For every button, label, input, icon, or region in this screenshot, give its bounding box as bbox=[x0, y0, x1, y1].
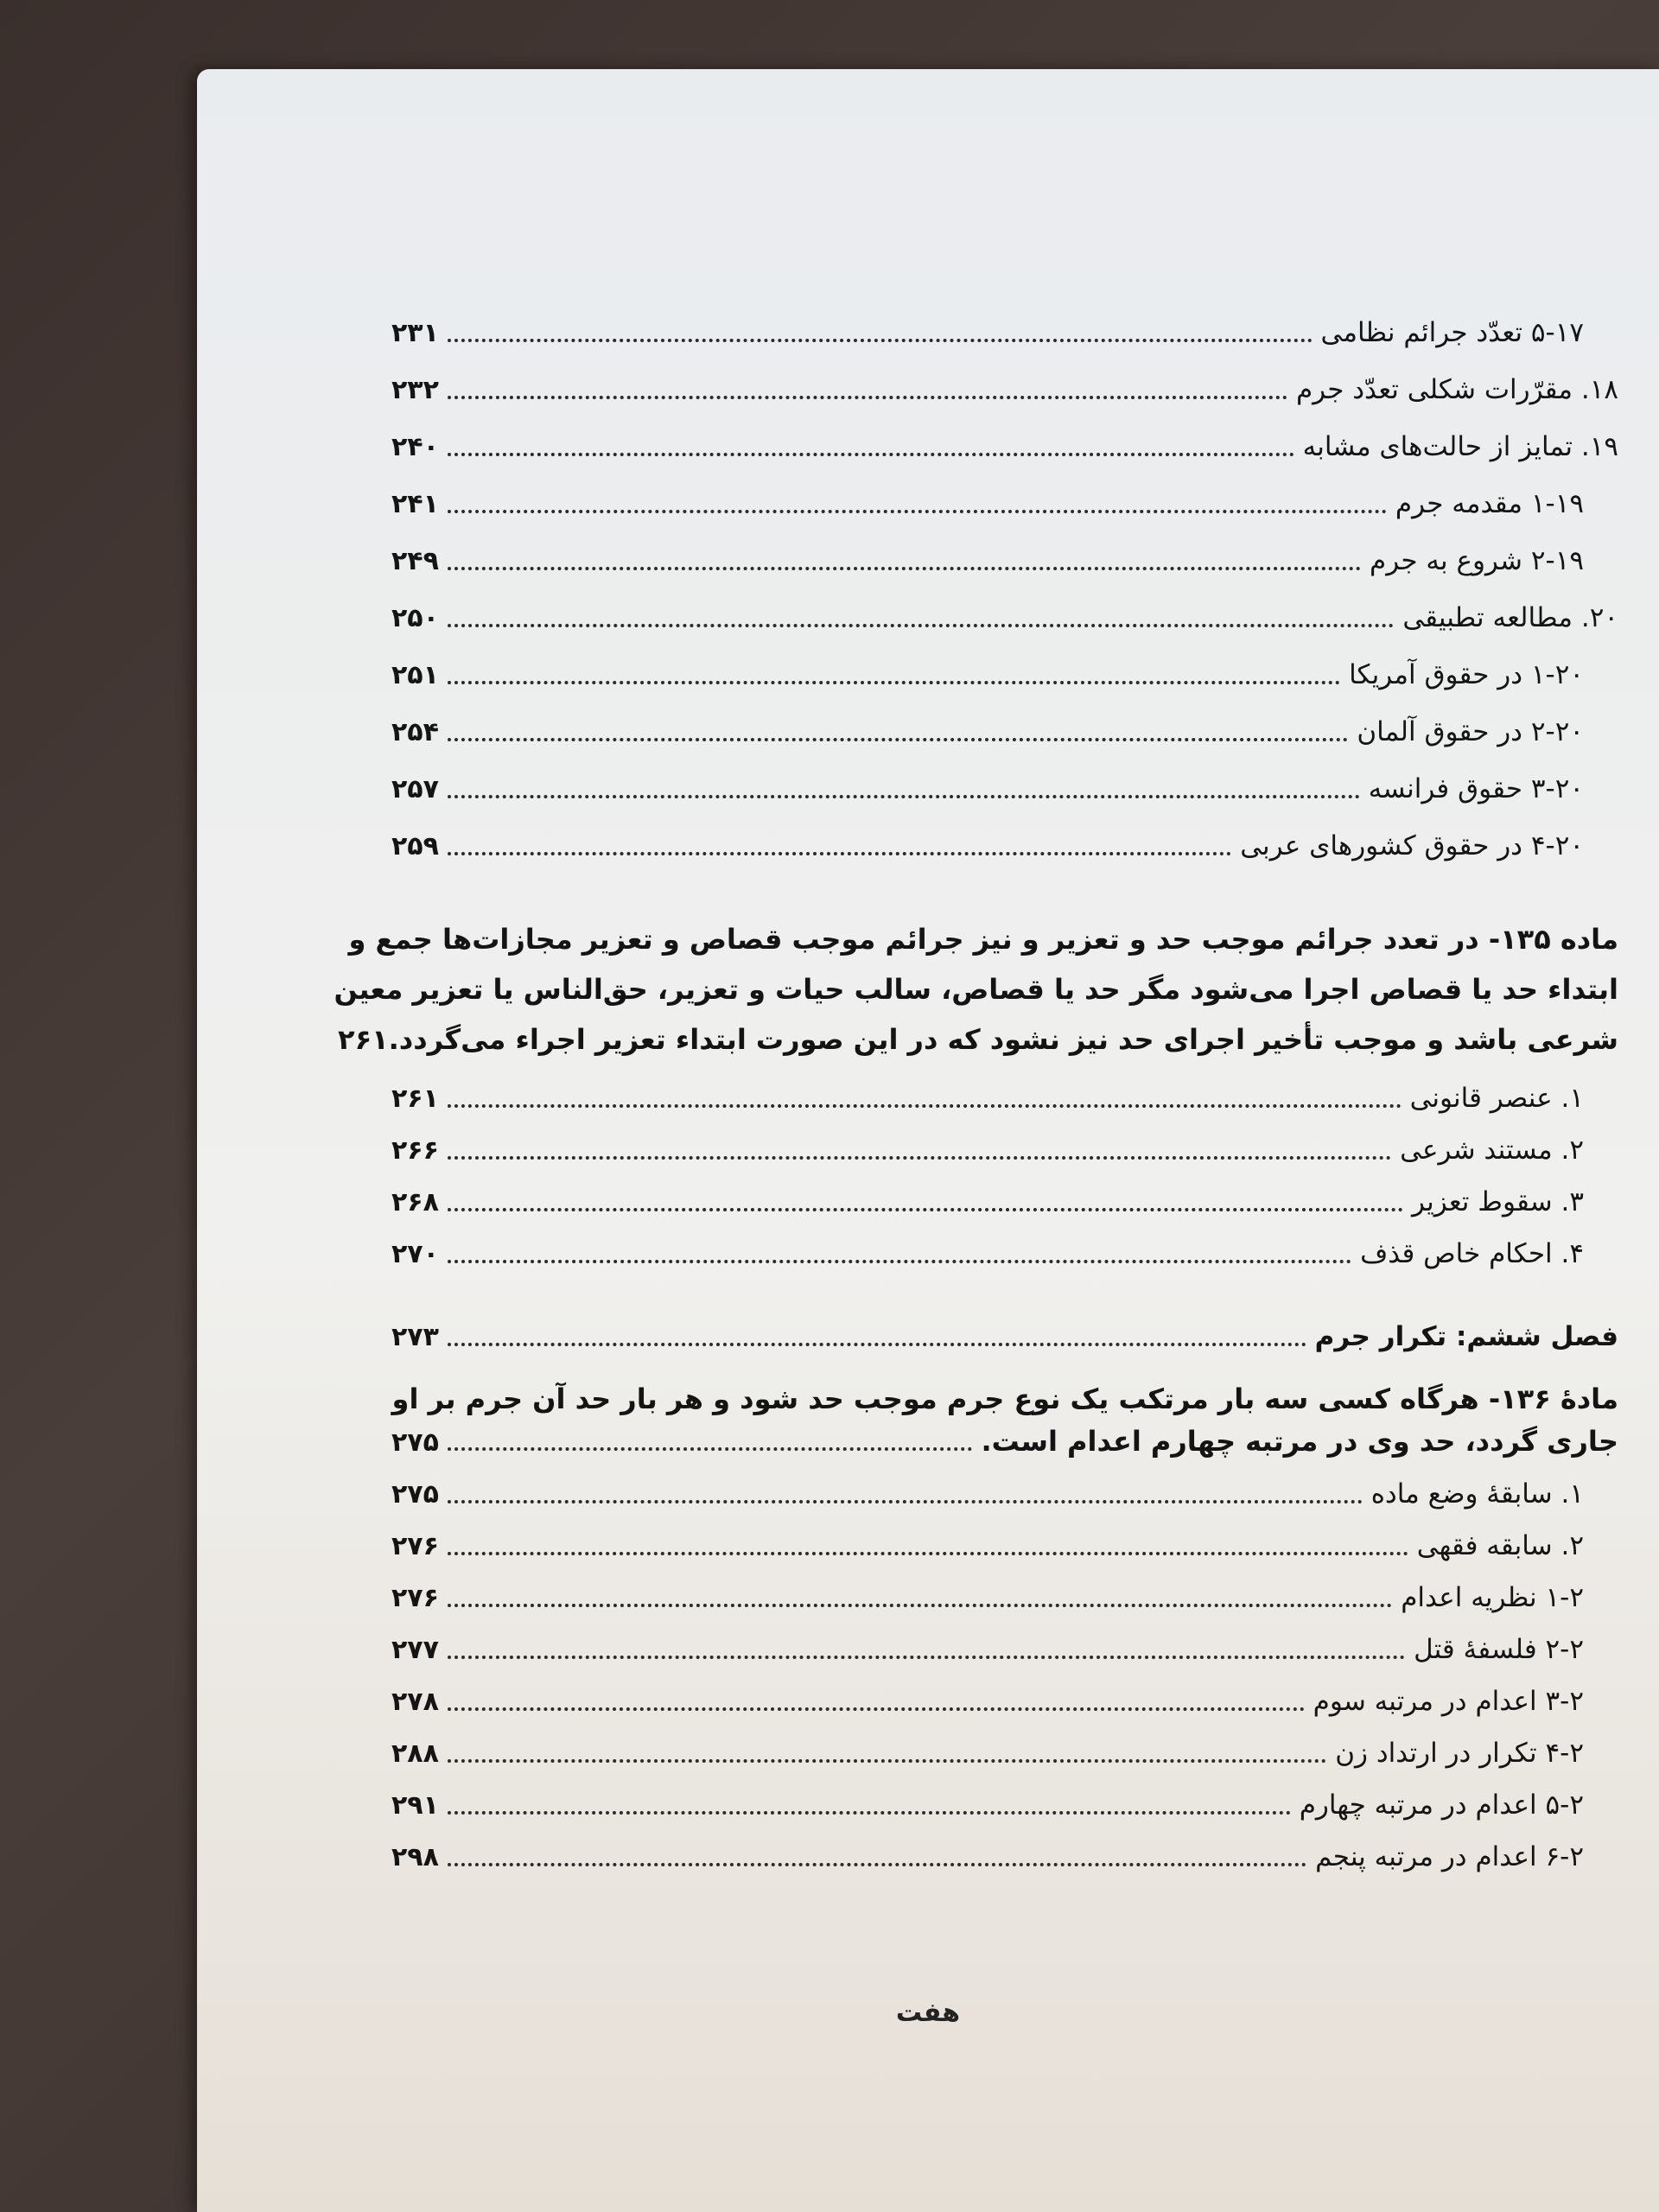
toc-entry-title: ۶-۲ اعدام در مرتبه پنجم bbox=[1315, 1841, 1584, 1872]
toc-entry-title: ۲-۲۰ در حقوق آلمان bbox=[1357, 716, 1584, 747]
toc-entry-title: ۲-۲ فلسفۀ قتل bbox=[1414, 1634, 1584, 1665]
toc-leader-dots bbox=[448, 1707, 1305, 1711]
toc-entry-title: ۱. سابقۀ وضع ماده bbox=[1370, 1478, 1584, 1510]
toc-leader-dots bbox=[448, 1759, 1326, 1763]
toc-leader-dots bbox=[448, 1500, 1363, 1503]
toc-entry-page: ۲۷۶ bbox=[391, 1531, 439, 1562]
toc-leader-dots bbox=[448, 624, 1394, 627]
toc-leader-dots bbox=[448, 1863, 1306, 1866]
toc-entry bbox=[391, 544, 1584, 578]
toc-entry bbox=[391, 1789, 1584, 1822]
toc-entry bbox=[391, 1478, 1584, 1511]
toc-leader-dots bbox=[448, 1343, 1306, 1346]
toc-entry bbox=[391, 772, 1584, 806]
toc-entry-page: ۲۵۴ bbox=[391, 717, 439, 748]
toc-entry-title: ۵-۱۷ تعدّد جرائم نظامی bbox=[1320, 317, 1584, 348]
toc-leader-dots bbox=[448, 1656, 1405, 1659]
article-136-text bbox=[391, 1374, 1618, 1459]
toc-leader-dots bbox=[448, 795, 1360, 798]
toc-leader-dots bbox=[448, 1447, 973, 1451]
toc-entry bbox=[391, 1737, 1584, 1770]
toc-entry-page: ۲۴۹ bbox=[391, 546, 439, 577]
toc-entry-title: ۱۸. مقرّرات شکلی تعدّد جرم bbox=[1295, 374, 1618, 405]
table-of-contents bbox=[197, 69, 1659, 2212]
toc-entry bbox=[391, 1134, 1584, 1167]
toc-entry-title: ۱۹. تمایز از حالت‌های مشابه bbox=[1302, 431, 1618, 462]
toc-entry-title: ۱-۲۰ در حقوق آمریکا bbox=[1349, 659, 1584, 690]
toc-entry-title: ۲-۱۹ شروع به جرم bbox=[1370, 545, 1584, 576]
toc-entry-title: ۳. سقوط تعزیر bbox=[1412, 1186, 1584, 1217]
toc-entry-title: ۳-۲ اعدام در مرتبه سوم bbox=[1313, 1686, 1584, 1717]
toc-entry bbox=[391, 316, 1584, 350]
toc-leader-dots bbox=[448, 1260, 1351, 1263]
article-line-last bbox=[391, 1424, 1618, 1459]
toc-entry-title: ۴. احکام خاص قذف bbox=[1360, 1238, 1584, 1269]
toc-entry-title: ۲۰. مطالعه تطبیقی bbox=[1402, 602, 1618, 633]
toc-entry-page: ۲۸۸ bbox=[391, 1738, 439, 1770]
toc-entry bbox=[391, 658, 1584, 692]
toc-entry bbox=[391, 1529, 1584, 1563]
toc-entry-page: ۲۴۱ bbox=[391, 489, 439, 520]
toc-leader-dots bbox=[448, 1811, 1291, 1815]
chapter-page: ۲۷۳ bbox=[391, 1322, 439, 1353]
toc-entry-page: ۲۷۵ bbox=[391, 1479, 439, 1510]
toc-entry-title: ۲. سابقه فقهی bbox=[1416, 1530, 1584, 1561]
toc-entry bbox=[391, 487, 1584, 521]
article-line-last bbox=[338, 1014, 1618, 1065]
toc-entry bbox=[391, 1685, 1584, 1719]
toc-entry bbox=[391, 601, 1618, 635]
toc-leader-dots bbox=[448, 396, 1287, 399]
toc-entry-page: ۲۹۱ bbox=[391, 1790, 439, 1821]
toc-entry bbox=[391, 715, 1584, 749]
toc-entry-title: ۲. مستند شرعی bbox=[1400, 1135, 1584, 1166]
toc-entry bbox=[391, 1185, 1584, 1219]
toc-leader-dots bbox=[448, 738, 1348, 741]
toc-entry-page: ۲۵۰ bbox=[391, 603, 439, 634]
toc-entry bbox=[391, 373, 1618, 407]
toc-entry-title: ۱. عنصر قانونی bbox=[1409, 1083, 1584, 1114]
toc-entry-title: ۳-۲۰ حقوق فرانسه bbox=[1368, 773, 1584, 804]
chapter-title: فصل ششم: تکرار جرم bbox=[1314, 1321, 1618, 1352]
toc-entry-title: ۱-۲ نظریه اعدام bbox=[1401, 1582, 1584, 1613]
toc-entry bbox=[391, 1633, 1584, 1667]
toc-leader-dots bbox=[448, 681, 1340, 684]
article-line: مادۀ ۱۳۶- هرگاه کسی سه بار مرتکب یک نوع جرم موجب حد شود و هر بار حد آن جرم بر او bbox=[391, 1382, 1618, 1415]
toc-entry bbox=[391, 1237, 1584, 1271]
article-line: ماده ۱۳۵- در تعدد جرائم موجب حد و تعزیر و نیز جرائم موجب قصاص و تعزیر مجازات‌ها جمع و bbox=[348, 923, 1618, 956]
toc-entry-page: ۲۷۸ bbox=[391, 1687, 439, 1718]
toc-entry bbox=[391, 430, 1618, 464]
toc-entry-page: ۲۳۱ bbox=[391, 318, 439, 349]
toc-leader-dots bbox=[448, 1104, 1402, 1108]
toc-entry-page: ۲۷۰ bbox=[391, 1239, 439, 1270]
toc-entry-page: ۲۶۶ bbox=[391, 1135, 439, 1166]
toc-entry bbox=[391, 1082, 1584, 1116]
toc-entry-page: ۲۵۷ bbox=[391, 774, 439, 805]
toc-leader-dots bbox=[448, 1156, 1391, 1160]
toc-leader-dots bbox=[448, 1604, 1392, 1607]
toc-entry-page: ۲۶۱ bbox=[391, 1084, 439, 1115]
toc-entry bbox=[391, 830, 1584, 863]
toc-entry-page: ۲۴۰ bbox=[391, 432, 439, 463]
toc-leader-dots bbox=[448, 453, 1294, 456]
page-footer-number: هفت bbox=[895, 1998, 961, 2028]
toc-leader-dots bbox=[448, 852, 1231, 855]
article-135-text bbox=[334, 914, 1618, 1065]
article-136-page: ۲۷۵ bbox=[391, 1427, 439, 1458]
toc-entry-title: ۴-۲۰ در حقوق کشورهای عربی bbox=[1240, 830, 1584, 861]
article-line: شرعی باشد و موجب تأخیر اجرای حد نیز نشود که در این صورت ابتداء تعزیر اجراء می‌گردد. bbox=[388, 1023, 1618, 1056]
toc-leader-dots bbox=[448, 1552, 1408, 1555]
toc-entry bbox=[391, 1840, 1584, 1874]
toc-leader-dots bbox=[448, 339, 1313, 342]
toc-entry bbox=[391, 1581, 1584, 1615]
article-line: جاری گردد، حد وی در مرتبه چهارم اعدام است. bbox=[981, 1425, 1618, 1458]
toc-leader-dots bbox=[448, 1208, 1403, 1211]
toc-entry-page: ۲۷۶ bbox=[391, 1583, 439, 1614]
article-line: ابتداء حد یا قصاص اجرا می‌شود مگر حد یا قصاص، سالب حیات و تعزیر، حق‌الناس یا تعزیر معین bbox=[334, 973, 1618, 1006]
toc-entry-title: ۴-۲ تکرار در ارتداد زن bbox=[1335, 1738, 1584, 1769]
toc-entry-page: ۲۵۱ bbox=[391, 660, 439, 691]
toc-entry-page: ۲۳۲ bbox=[391, 375, 439, 406]
toc-leader-dots bbox=[448, 567, 1361, 570]
toc-entry-title: ۵-۲ اعدام در مرتبه چهارم bbox=[1299, 1789, 1584, 1821]
toc-leader-dots bbox=[448, 510, 1387, 513]
book-page bbox=[197, 69, 1659, 2212]
toc-entry-page: ۲۶۸ bbox=[391, 1187, 439, 1218]
chapter-heading bbox=[391, 1320, 1618, 1354]
toc-entry-title: ۱-۱۹ مقدمه جرم bbox=[1395, 488, 1584, 519]
toc-entry-page: ۲۷۷ bbox=[391, 1635, 439, 1666]
toc-entry-page: ۲۵۹ bbox=[391, 831, 439, 862]
article-135-page: ۲۶۱ bbox=[338, 1023, 389, 1056]
toc-entry-page: ۲۹۸ bbox=[391, 1842, 439, 1873]
